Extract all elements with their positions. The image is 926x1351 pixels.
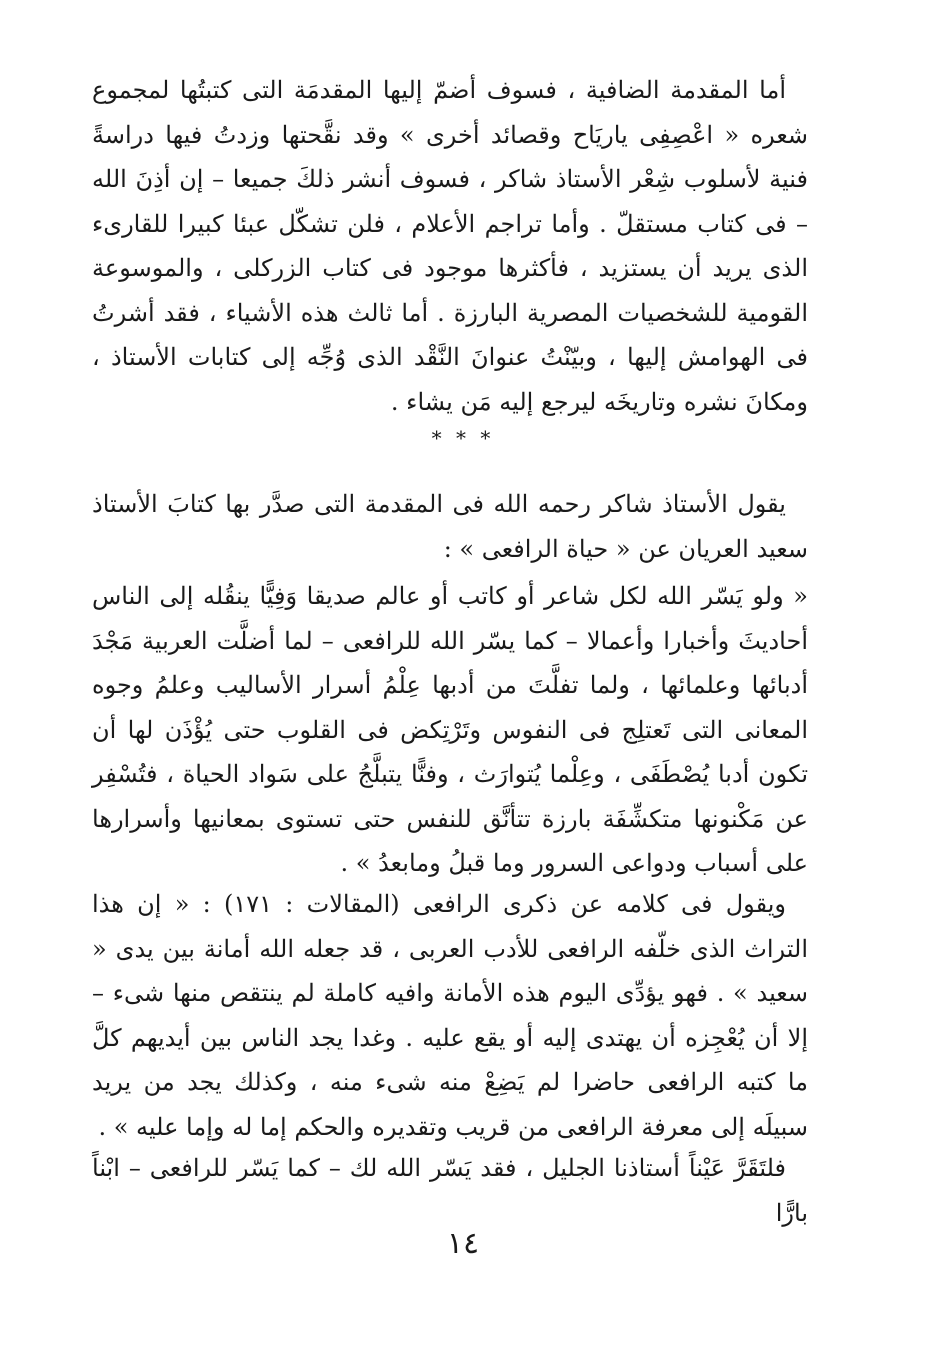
page-number: ١٤ (446, 1226, 480, 1261)
paragraph-introduction-notes: أما المقدمة الضافية ، فسوف أضمّ إليها المقدمَة التى كتبتُها لمجموع شعره « اعْصِفِى ياريَاح وقصائد أخرى » وقد نقَّحتها وزدتُ فيها دراسةً فنية لأسلوب شِعْر الأستاذ شاكر ، فسوف أنشر ذلكَ جميعا – إن أذِنَ الله – فى كتاب مستقلّ . وأما تراجم الأعلام ، فلن تشكّل عبئا كبيرا للقارىء الذى يريد أن يستزيد ، فأكثرها موجود فى كتاب الزركلى ، والموسوعة القومية للشخصيات المصرية البارزة . أما ثالث هذه الأشياء ، فقد أشرتُ فى الهوامش إليها ، وبيّنْتُ عنوانَ النَّقْد الذى وُجِّه إلى كتابات الأستاذ ، ومكانَ نشره وتاريخَه ليرجع إليه مَن يشاء . (92, 76, 808, 416)
section-separator: * * * (431, 426, 495, 450)
paragraph-shakir-quote-intro: يقول الأستاذ شاكر رحمه الله فى المقدمة التى صدَّر بها كتابَ الأستاذ سعيد العريان عن « حياة الرافعى » : (92, 490, 808, 563)
paragraph-maqalat-quote: ويقول فى كلامه عن ذكرى الرافعى (المقالات : ١٧١) : « إن هذا التراث الذى خلّفه الرافعى للأدب العربى ، قد جعله الله أمانة بين يدى « سعيد » . فهو يؤدِّى اليوم هذه الأمانة وافيه كاملة لم ينتقص منها شىء – إلا أن يُعْجِزه أن يهتدى إليه أو يقع عليه . وغدا يجد الناس بين أيديهم كلَّ ما كتبه الرافعى حاضرا لم يَضِعْ منه شىء منه ، وكذلك يجد من يريد سبيلَه إلى معرفة الرافعى من قريب وتقديره والحكم إما له وإما عليه » . (92, 890, 808, 1141)
paragraph-closing: فلتَقَرَّ عَيْناً أستاذنا الجليل ، فقد يَسّر الله لك – كما يَسّر للرافعى – ابْناً بارًّا (92, 1154, 808, 1227)
paragraph-block-quote: « ولو يَسّر الله لكل شاعر أو كاتب أو عالم صديقا وَفِيًّا ينقُله إلى الناس أحاديثَ وأخبارا وأعمالا – كما يسّر الله للرافعى – لما أضلَّت العربية مَجْدَ أدبائها وعلمائها ، ولما تفلَّتَ من أدبها عِلْمُ أسرار الأساليب وعلمُ وجوه المعانى التى تَعتلِج فى النفوس وتَرْتِكض فى القلوب حتى يُؤْذَن لها أن تكون أدبا يُصْطَفَى ، وعِلْما يُتوارَث ، وفنًّا يتبلَّجُ على سَواد الحياة ، فتُسْفِر عن مَكْنونها متكشِّفَة بارزة تتأنَّق للنفس حتى تستوى بمعانيها وأسرارها على أسباب ودواعى السرور وما قبلُ ومابعدُ » . (92, 582, 809, 877)
